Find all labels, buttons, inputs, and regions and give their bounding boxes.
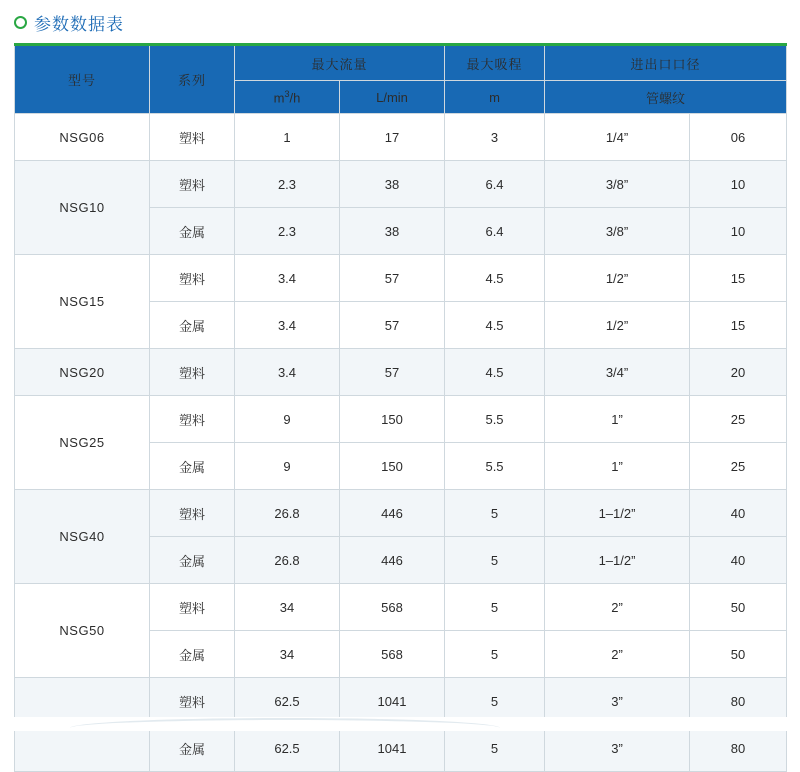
cell-series: 塑料 <box>150 396 235 443</box>
cell-size: 10 <box>690 208 787 255</box>
col-header-port-size: 进出口口径 <box>545 45 787 81</box>
cell-series: 塑料 <box>150 490 235 537</box>
cell-series: 塑料 <box>150 161 235 208</box>
table-row <box>15 490 787 537</box>
cell-thread: 1” <box>545 443 690 490</box>
cell-series: 金属 <box>150 537 235 584</box>
cell-flow-m3h: 2.3 <box>235 161 340 208</box>
bullet-icon <box>14 16 27 29</box>
cell-flow-lmin: 150 <box>340 443 445 490</box>
cell-size: 80 <box>690 725 787 772</box>
col-header-flow-lmin: L/min <box>340 81 445 114</box>
cell-series: 塑料 <box>150 255 235 302</box>
cell-model: NSG15 <box>15 255 150 349</box>
cell-flow-m3h: 62.5 <box>235 725 340 772</box>
cell-flow-m3h: 26.8 <box>235 490 340 537</box>
cell-size: 15 <box>690 302 787 349</box>
cell-flow-lmin: 38 <box>340 208 445 255</box>
cell-thread: 3/8” <box>545 208 690 255</box>
cell-thread: 1–1/2” <box>545 490 690 537</box>
col-header-max-flow: 最大流量 <box>235 45 445 81</box>
cell-suction: 4.5 <box>445 302 545 349</box>
cell-thread: 3/4” <box>545 349 690 396</box>
cell-model: NSG50 <box>15 584 150 678</box>
superscript-3: 3 <box>284 88 290 99</box>
cell-flow-lmin: 446 <box>340 490 445 537</box>
cell-size: 80 <box>690 678 787 725</box>
spec-table <box>14 43 787 772</box>
cell-series: 塑料 <box>150 114 235 161</box>
header-row-1 <box>15 45 787 81</box>
cell-size: 25 <box>690 396 787 443</box>
cell-model: NSG25 <box>15 396 150 490</box>
cell-suction: 5.5 <box>445 443 545 490</box>
cell-flow-m3h: 3.4 <box>235 349 340 396</box>
cell-thread: 3” <box>545 725 690 772</box>
bottom-decoration <box>0 717 800 731</box>
col-header-max-suction: 最大吸程 <box>445 45 545 81</box>
cell-suction: 5 <box>445 678 545 725</box>
cell-thread: 1/2” <box>545 302 690 349</box>
cell-thread: 2” <box>545 631 690 678</box>
cell-flow-lmin: 57 <box>340 255 445 302</box>
page-title-text: 参数数据表 <box>34 15 124 34</box>
cell-suction: 5 <box>445 631 545 678</box>
cell-flow-m3h: 34 <box>235 631 340 678</box>
table-body <box>15 114 787 772</box>
cell-suction: 5 <box>445 490 545 537</box>
cell-flow-lmin: 446 <box>340 537 445 584</box>
col-header-flow-m3h: $m^3/h$ <box>235 81 340 114</box>
cell-suction: 5.5 <box>445 396 545 443</box>
cell-series: 金属 <box>150 725 235 772</box>
cell-flow-m3h: 1 <box>235 114 340 161</box>
cell-flow-m3h: 62.5 <box>235 678 340 725</box>
cell-flow-m3h: 9 <box>235 443 340 490</box>
cell-suction: 5 <box>445 725 545 772</box>
cell-size: 10 <box>690 161 787 208</box>
cell-size: 50 <box>690 631 787 678</box>
cell-size: 50 <box>690 584 787 631</box>
cell-model: NSG10 <box>15 161 150 255</box>
cell-series: 塑料 <box>150 349 235 396</box>
cell-flow-m3h: 3.4 <box>235 255 340 302</box>
cell-size: 06 <box>690 114 787 161</box>
cell-series: 塑料 <box>150 584 235 631</box>
cell-thread: 1/2” <box>545 255 690 302</box>
col-header-series: 系列 <box>150 45 235 114</box>
cell-suction: 4.5 <box>445 349 545 396</box>
cell-series: 金属 <box>150 631 235 678</box>
table-row <box>15 396 787 443</box>
cell-size: 40 <box>690 490 787 537</box>
cell-series: 金属 <box>150 443 235 490</box>
col-header-suction-unit: m <box>445 81 545 114</box>
table-row <box>15 584 787 631</box>
cell-flow-m3h: 26.8 <box>235 537 340 584</box>
cell-flow-lmin: 150 <box>340 396 445 443</box>
decorative-arc <box>70 718 500 730</box>
table-row <box>15 161 787 208</box>
cell-flow-lmin: 57 <box>340 349 445 396</box>
cell-flow-lmin: 1041 <box>340 678 445 725</box>
cell-model: NSG40 <box>15 490 150 584</box>
cell-suction: 5 <box>445 584 545 631</box>
table-row <box>15 114 787 161</box>
cell-suction: 6.4 <box>445 161 545 208</box>
table-row <box>15 349 787 396</box>
cell-thread: 3” <box>545 678 690 725</box>
spec-table-container <box>0 43 800 772</box>
cell-thread: 1–1/2” <box>545 537 690 584</box>
col-header-thread: 管螺纹 <box>545 81 787 114</box>
cell-suction: 3 <box>445 114 545 161</box>
cell-flow-lmin: 568 <box>340 584 445 631</box>
cell-size: 40 <box>690 537 787 584</box>
cell-series: 塑料 <box>150 678 235 725</box>
table-row <box>15 255 787 302</box>
cell-series: 金属 <box>150 208 235 255</box>
cell-suction: 4.5 <box>445 255 545 302</box>
cell-thread: 2” <box>545 584 690 631</box>
cell-flow-m3h: 34 <box>235 584 340 631</box>
cell-thread: 1” <box>545 396 690 443</box>
table-header <box>15 45 787 114</box>
cell-size: 25 <box>690 443 787 490</box>
cell-model: NSG06 <box>15 114 150 161</box>
cell-flow-lmin: 568 <box>340 631 445 678</box>
cell-flow-lmin: 57 <box>340 302 445 349</box>
cell-model: NSG20 <box>15 349 150 396</box>
page-title <box>0 0 800 43</box>
cell-size: 15 <box>690 255 787 302</box>
cell-flow-lmin: 38 <box>340 161 445 208</box>
cell-flow-lmin: 1041 <box>340 725 445 772</box>
cell-flow-m3h: 2.3 <box>235 208 340 255</box>
cell-series: 金属 <box>150 302 235 349</box>
cell-flow-m3h: 3.4 <box>235 302 340 349</box>
cell-flow-m3h: 9 <box>235 396 340 443</box>
cell-suction: 6.4 <box>445 208 545 255</box>
cell-thread: 3/8” <box>545 161 690 208</box>
cell-size: 20 <box>690 349 787 396</box>
cell-suction: 5 <box>445 537 545 584</box>
cell-flow-lmin: 17 <box>340 114 445 161</box>
cell-thread: 1/4” <box>545 114 690 161</box>
col-header-model: 型号 <box>15 45 150 114</box>
